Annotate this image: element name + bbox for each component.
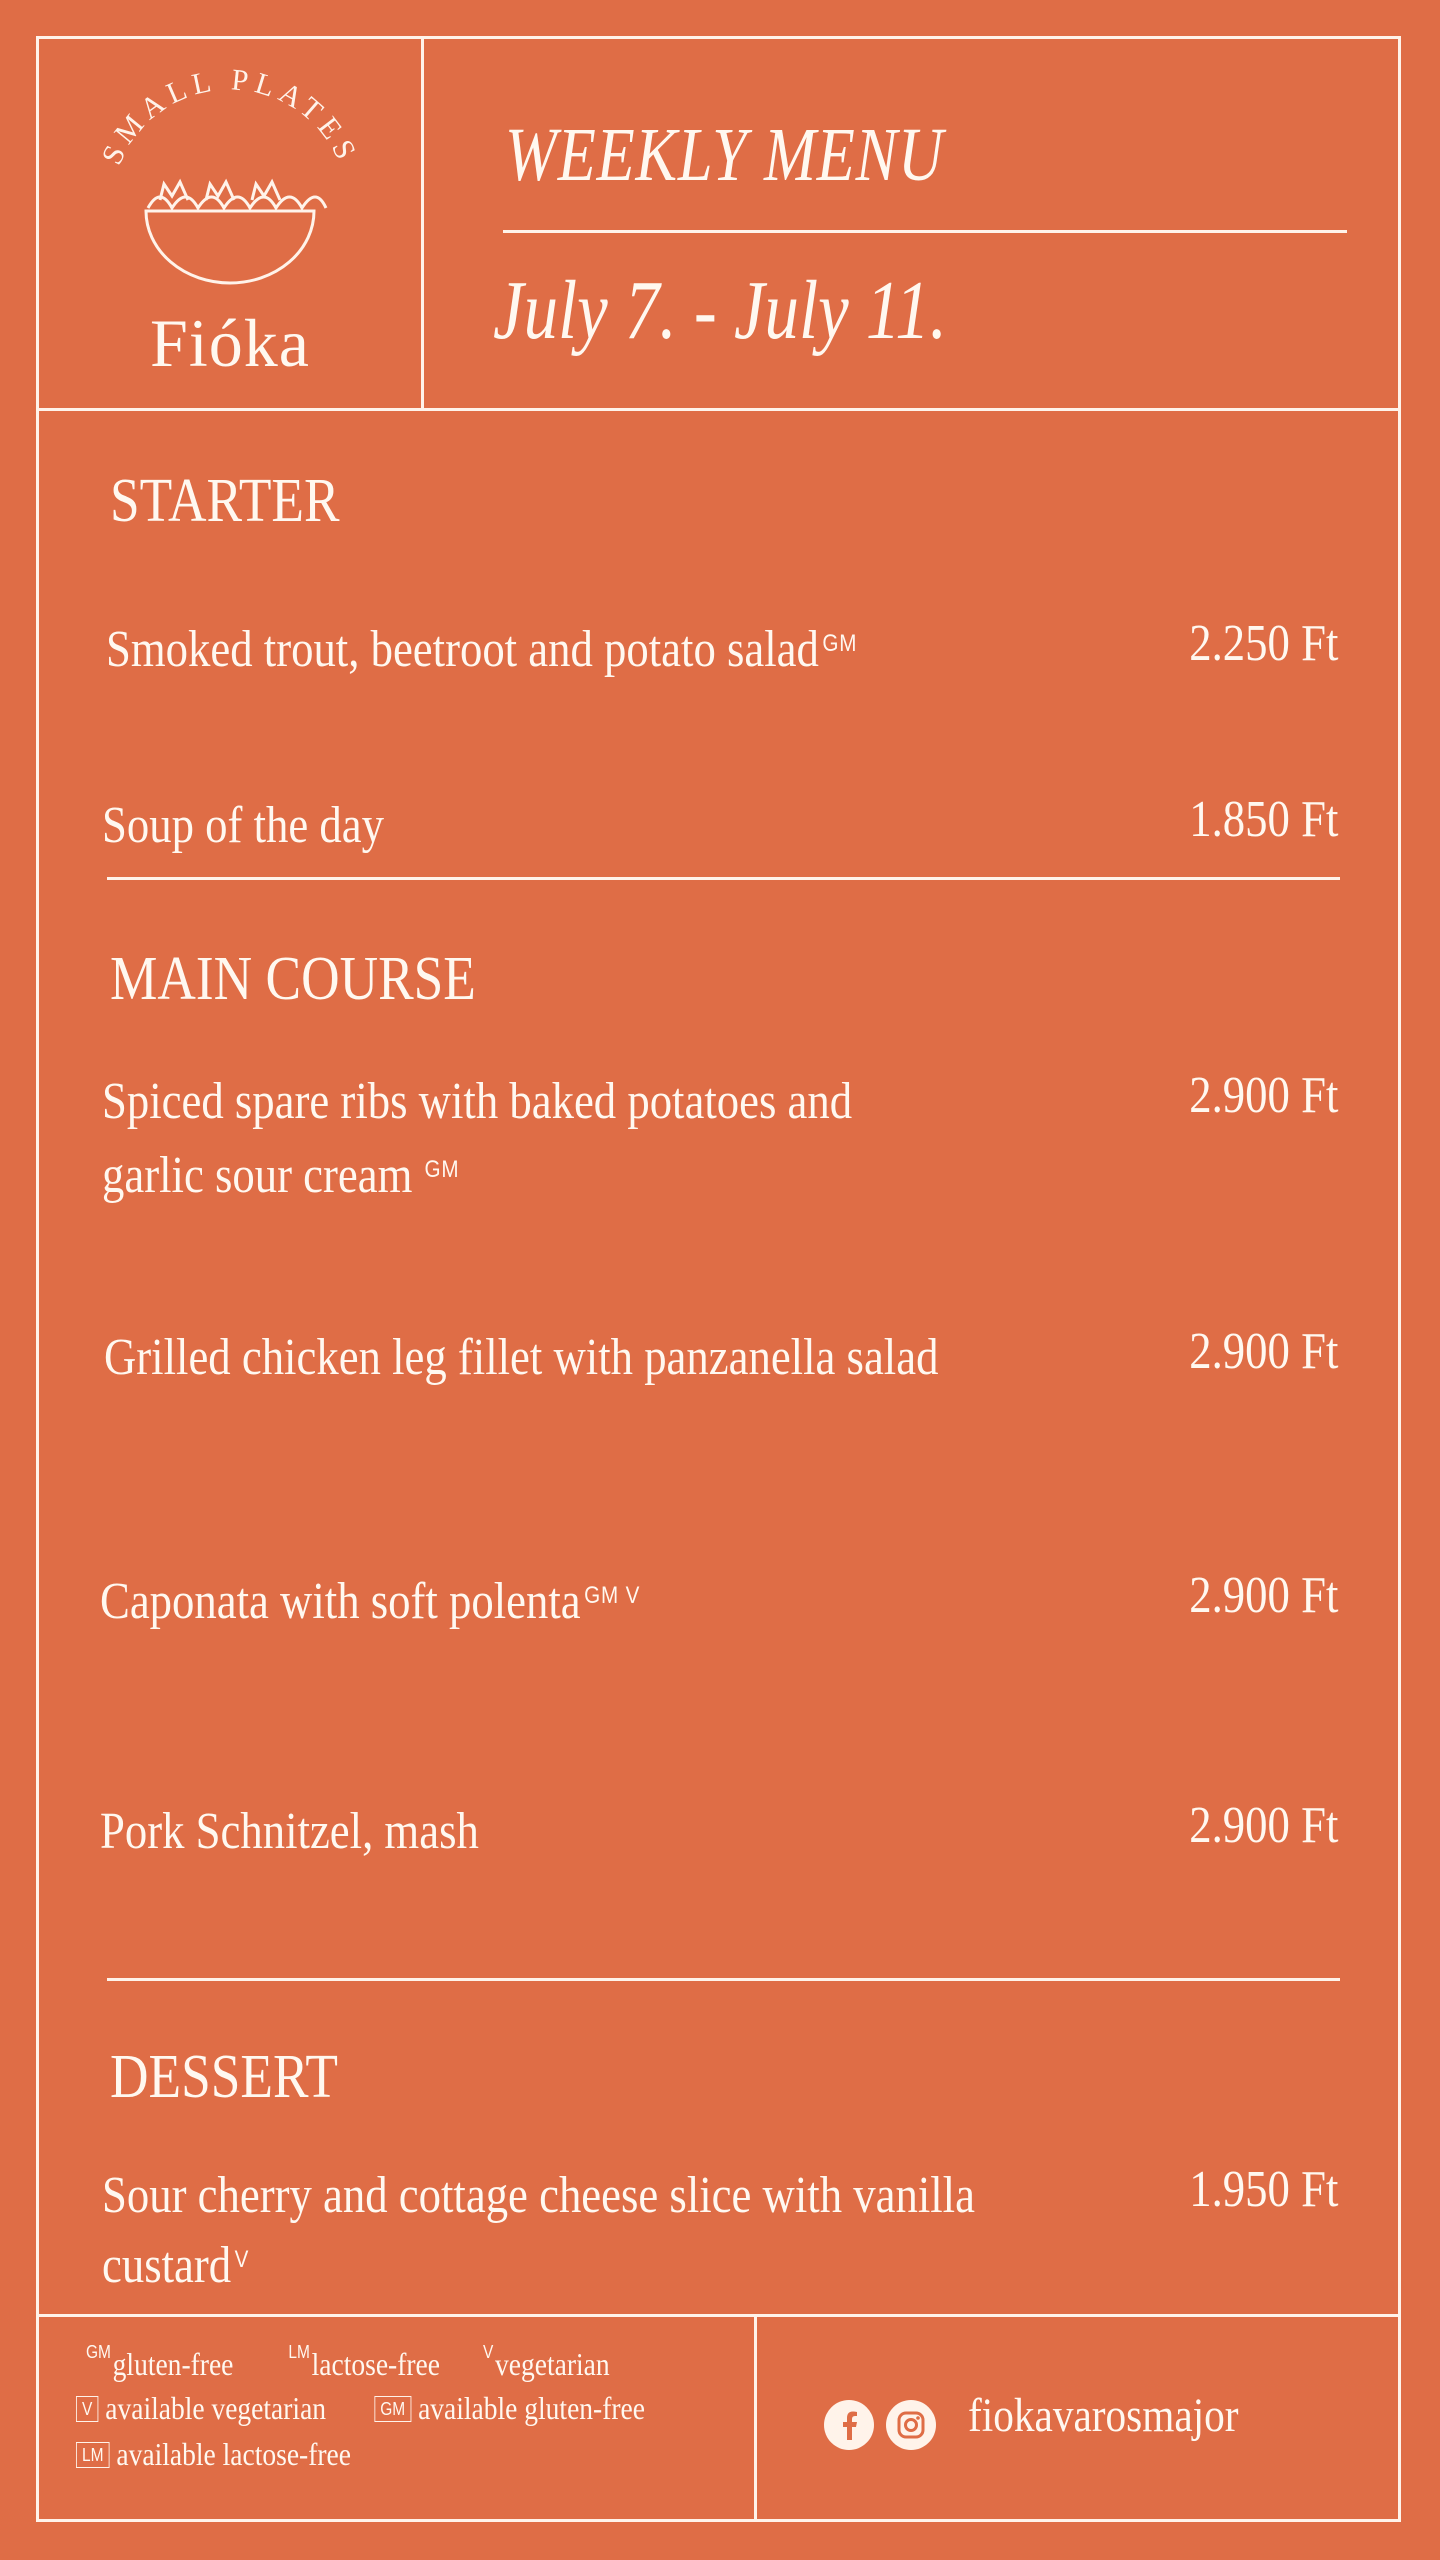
item-name: Soup of the day [102, 797, 384, 854]
legend-available-lm-tag: LM [76, 2442, 110, 2468]
menu-item [100, 1566, 640, 1638]
item-tags: GM [424, 1156, 460, 1183]
legend-gm-tag: GM [86, 2342, 111, 2362]
menu-item [100, 1796, 479, 1868]
item-price: 1.950 Ft [1188, 2161, 1338, 2218]
section-title-dessert: DESSERT [110, 2043, 338, 2111]
section-title-main-course: MAIN COURSE [110, 945, 476, 1013]
footer-divider [36, 2314, 1401, 2317]
legend-row-2 [76, 2390, 645, 2427]
item-price: 2.900 Ft [1188, 1797, 1338, 1854]
legend-available-v-tag: V [76, 2396, 98, 2422]
item-name-line2: custard [102, 2237, 232, 2294]
item-name: Caponata with soft polenta [100, 1573, 581, 1630]
legend-v-tag: V [482, 2342, 494, 2362]
footer-vertical-divider [754, 2314, 757, 2522]
legend-available-lm-label: available lactose-free [116, 2436, 351, 2472]
starter-divider [107, 877, 1340, 880]
legend-available-v-label: available vegetarian [105, 2390, 327, 2426]
legend-available-gm-tag: GM [374, 2396, 411, 2422]
menu-item [102, 790, 384, 862]
item-price: 1.850 Ft [1188, 791, 1338, 848]
instagram-icon[interactable] [886, 2400, 936, 2450]
item-price: 2.900 Ft [1188, 1567, 1338, 1624]
logo-arc-text: SMALL PLATES [95, 63, 365, 170]
item-price: 2.900 Ft [1188, 1067, 1338, 1124]
social-handle[interactable]: fiokavarosmajor [968, 2389, 1239, 2442]
menu-item [102, 1066, 852, 1138]
item-name: Grilled chicken leg fillet with panzanella salad [104, 1329, 939, 1386]
item-name: Pork Schnitzel, mash [100, 1803, 479, 1860]
menu-item [102, 2160, 975, 2232]
item-price: 2.900 Ft [1188, 1323, 1338, 1380]
item-name: Smoked trout, beetroot and potato salad [106, 621, 819, 678]
page-title: WEEKLY MENU [505, 113, 944, 197]
section-title-starter: STARTER [110, 467, 340, 535]
legend-gm-label: gluten-free [112, 2346, 234, 2382]
facebook-icon[interactable] [824, 2400, 874, 2450]
legend-row-3 [76, 2436, 351, 2473]
item-tags: GM V [584, 1582, 641, 1609]
bowl-icon [146, 182, 326, 283]
menu-item [104, 1322, 938, 1394]
item-tags: V [234, 2246, 250, 2273]
legend-available-gm-label: available gluten-free [418, 2390, 645, 2426]
title-underline [503, 230, 1347, 233]
item-name-line1: Sour cherry and cottage cheese slice with vanilla [102, 2167, 975, 2224]
item-name-line1: Spiced spare ribs with baked potatoes and [102, 1073, 853, 1130]
item-tags: GM [822, 630, 858, 657]
menu-item-continued [102, 2230, 249, 2302]
item-name-line2: garlic sour cream [102, 1147, 413, 1204]
logo [36, 36, 424, 410]
legend-lm-tag: LM [288, 2342, 310, 2362]
legend-v-label: vegetarian [495, 2346, 610, 2382]
menu-dates: July 7. - July 11. [493, 264, 947, 357]
main-divider [107, 1978, 1340, 1981]
item-price: 2.250 Ft [1188, 615, 1338, 672]
menu-item [106, 614, 857, 686]
menu-item-continued [102, 1140, 459, 1212]
legend-row-1 [86, 2342, 610, 2383]
legend-lm-label: lactose-free [311, 2346, 440, 2382]
brand-name: Fióka [150, 305, 310, 381]
